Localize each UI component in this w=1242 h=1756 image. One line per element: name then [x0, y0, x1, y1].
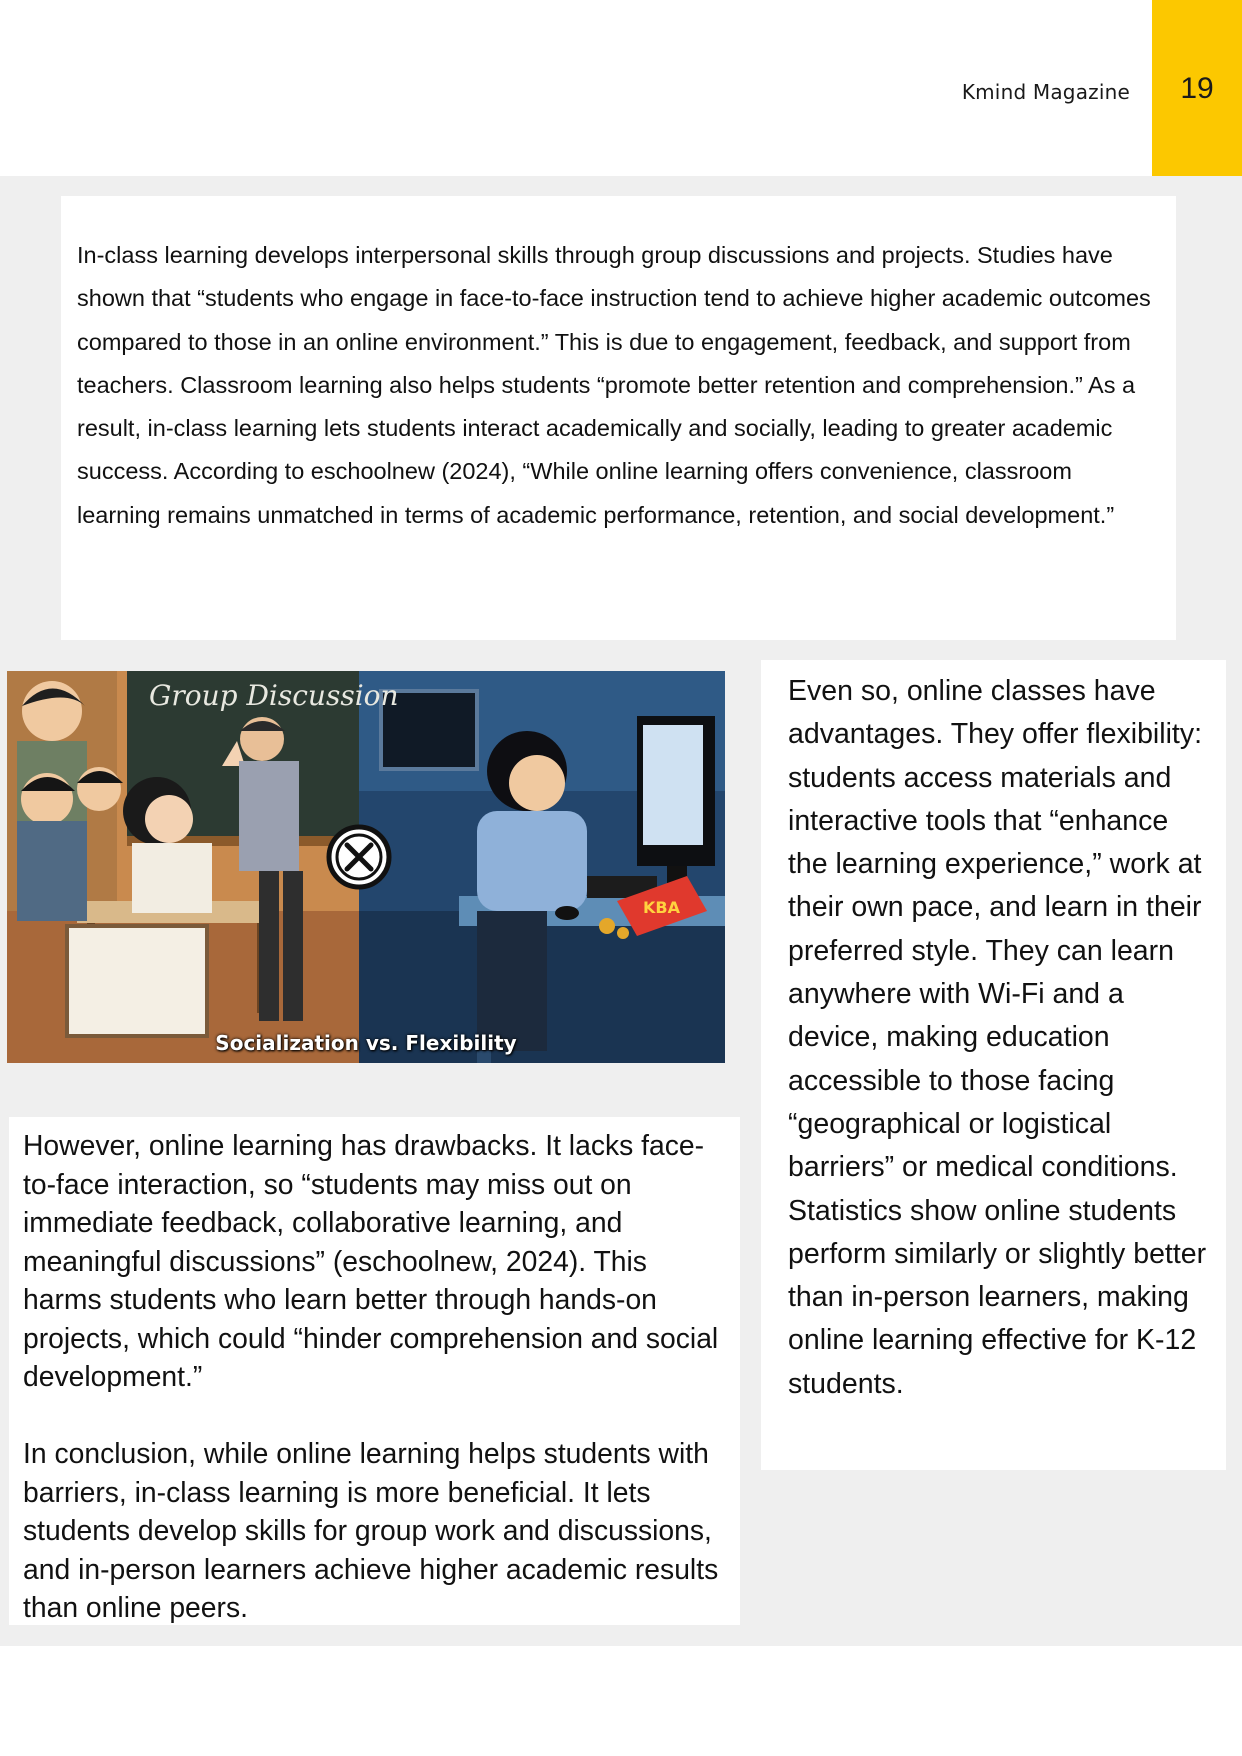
chalkboard-title: Group Discussion — [149, 679, 399, 712]
intro-paragraph: In-class learning develops interpersonal skills through group discussions and projects. Studies have shown that “students who engage in face-to-face instruction tend to achieve higher academic outcomes compared to those in an online environment.” This is due to engagement, feedback, and support from teachers. Classroom learning also helps students “promote better retention and comprehension.” As a result, in-class learning lets students interact academically and socially, leading to greater academic success. According to eschoolnew (2024), “While online learning offers convenience, classroom learning remains unmatched in terms of academic performance, retention, and social development.” — [77, 242, 1151, 528]
chip-bag-label: KBA — [643, 898, 680, 917]
magazine-name: Kmind Magazine — [961, 80, 1130, 104]
x-circle-icon — [329, 827, 389, 887]
conclusion-paragraph: In conclusion, while online learning helps students with barriers, in-class learning is more beneficial. It lets students develop skills for group work and discussions, and in-person learners achieve higher academic results than online peers. — [23, 1437, 719, 1623]
page-number: 19 — [1180, 72, 1214, 105]
right-column-paragraph: Even so, online classes have advantages. They offer flexibility: students access materials and interactive tools that “enhance the learning experience,” work at their own pace, and learn in their preferred style. They can learn anywhere with Wi-Fi and a device, making education accessible to those facing “geographical or logistical barriers” or medical conditions. Statistics show online students perform similarly or slightly better than in-person learners, making online learning effective for K-12 students. — [788, 675, 1207, 1400]
drawbacks-paragraph: However, online learning has drawbacks. It lacks face-to-face interaction, so “students may miss out on immediate feedback, collaborative learning, and meaningful discussions” (eschoolnew, 2024). This harms students who learn better through hands-on projects, which could “hinder comprehension and social development.” — [23, 1129, 719, 1392]
illustration-caption: Socialization vs. Flexibility — [215, 1031, 517, 1055]
classroom-vs-online-illustration — [7, 671, 725, 1063]
intro-text-box — [61, 196, 1176, 640]
page-header — [0, 0, 1242, 176]
page-number-tab — [1152, 0, 1242, 176]
bottom-column-box — [9, 1117, 740, 1625]
right-column-box — [761, 660, 1226, 1470]
